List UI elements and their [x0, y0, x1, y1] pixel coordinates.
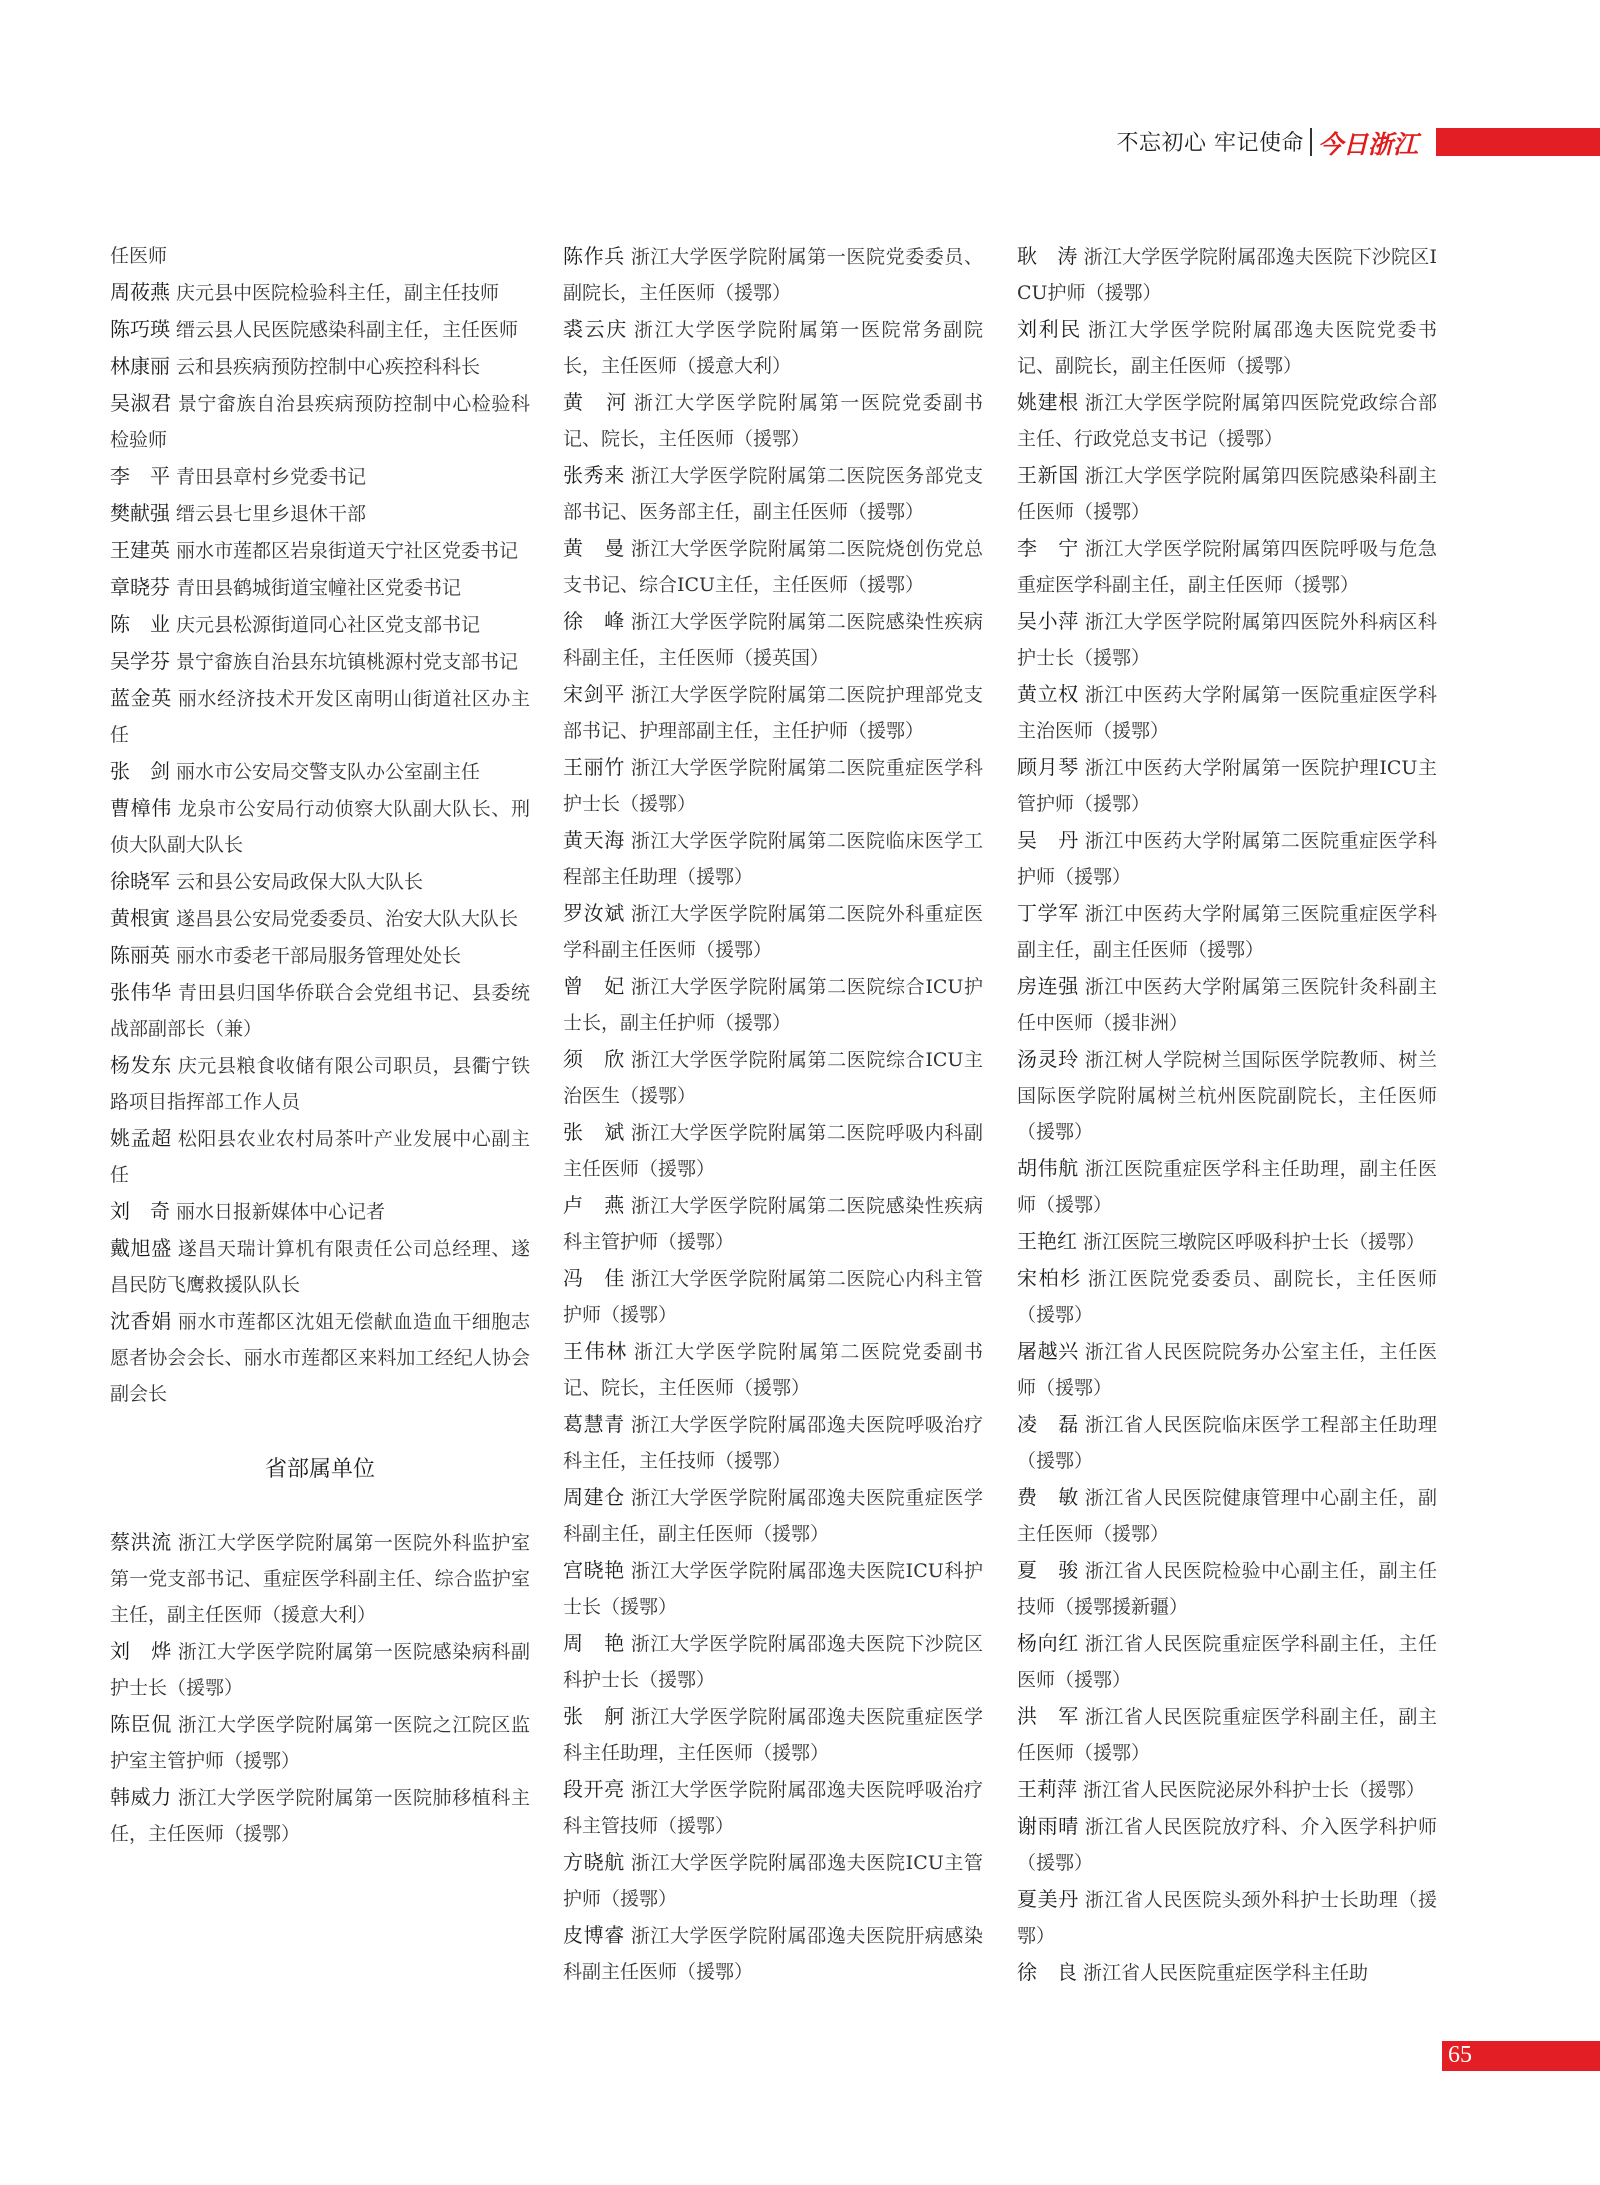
person-name: 姚建根: [1017, 390, 1079, 414]
person-title: 青田县章村乡党委书记: [176, 466, 367, 488]
person-title: 浙江大学医学院附属第四医院呼吸与危急重症医学科副主任，副主任医师（援鄂）: [1017, 538, 1438, 596]
person-name: 周莜燕: [110, 280, 170, 304]
list-item: [110, 385, 530, 458]
person-name: 夏 骏: [1017, 1558, 1079, 1582]
person-name: 陈丽英: [110, 943, 170, 967]
person-title: 丽水市公安局交警支队办公室副主任: [176, 761, 481, 783]
person-title: 浙江省人民医院重症医学科副主任，副主任医师（援鄂）: [1017, 1706, 1438, 1764]
person-title: 浙江大学医学院附属第二医院重症医学科护士长（援鄂）: [563, 757, 984, 815]
person-title: 浙江医院三墩院区呼吸科护士长（援鄂）: [1083, 1231, 1426, 1253]
person-name: 胡伟航: [1017, 1156, 1079, 1180]
person-title: 浙江医院重症医学科主任助理，副主任医师（援鄂）: [1017, 1158, 1438, 1216]
person-name: 卢 燕: [563, 1193, 625, 1217]
person-title: 浙江大学医学院附属邵逸夫医院ICU主管护师（援鄂）: [563, 1852, 983, 1910]
person-title: 景宁畲族自治县东坑镇桃源村党支部书记: [176, 651, 519, 673]
person-title: 浙江大学医学院附属第二医院烧创伤党总支书记、综合ICU主任，主任医师（援鄂）: [563, 538, 984, 596]
list-item: [110, 1633, 530, 1706]
section-entries: [110, 1524, 530, 1852]
person-title: 浙江省人民医院健康管理中心副主任，副主任医师（援鄂）: [1017, 1487, 1438, 1545]
list-item: [1017, 676, 1437, 749]
person-name: 宋柏杉: [1017, 1266, 1082, 1290]
person-name: 顾月琴: [1017, 755, 1079, 779]
person-title: 浙江大学医学院附属第二医院党委副书记、院长，主任医师（援鄂）: [563, 1341, 983, 1399]
person-title: 龙泉市公安局行动侦察大队副大队长、刑侦大队副大队长: [110, 798, 531, 856]
person-title: 浙江大学医学院附属第二医院外科重症医学科副主任医师（援鄂）: [563, 903, 984, 961]
list-item: [110, 569, 530, 606]
list-item: [563, 1552, 983, 1625]
column-3-entries: [1017, 238, 1437, 1991]
person-title: 浙江大学医学院附属第一医院党委委员、副院长，主任医师（援鄂）: [563, 246, 984, 304]
list-item: [1017, 603, 1437, 676]
list-item: [1017, 1808, 1437, 1881]
list-item: [563, 1333, 983, 1406]
person-name: 沈香娟: [110, 1309, 172, 1333]
list-item: [110, 495, 530, 532]
person-name: 洪 军: [1017, 1704, 1079, 1728]
list-item: [1017, 1625, 1437, 1698]
person-title: 缙云县七里乡退休干部: [176, 503, 367, 525]
person-title: 浙江中医药大学附属第一医院重症医学科主治医师（援鄂）: [1017, 684, 1438, 742]
person-title: 浙江中医药大学附属第三医院重症医学科副主任，副主任医师（援鄂）: [1017, 903, 1438, 961]
person-title: 浙江大学医学院附属第二医院护理部党支部书记、护理部副主任，主任护师（援鄂）: [563, 684, 984, 742]
person-name: 章晓芬: [110, 575, 170, 599]
header-logo: 今日浙江: [1318, 130, 1419, 159]
person-title: 浙江大学医学院附属第二医院临床医学工程部主任助理（援鄂）: [563, 830, 984, 888]
person-title: 浙江大学医学院附属邵逸夫医院下沙院区ICU护师（援鄂）: [1017, 246, 1437, 304]
list-item: [110, 643, 530, 680]
person-name: 周 艳: [563, 1631, 625, 1655]
list-item: [1017, 1333, 1437, 1406]
list-item: [1017, 968, 1437, 1041]
person-name: 李 平: [110, 464, 170, 488]
list-item: [110, 458, 530, 495]
person-name: 王莉萍: [1017, 1777, 1077, 1801]
list-item: [563, 1041, 983, 1114]
list-item: [110, 1524, 530, 1633]
person-title: 浙江医院党委委员、副院长，主任医师（援鄂）: [1017, 1268, 1437, 1326]
list-item: [1017, 1150, 1437, 1223]
list-item: [563, 1771, 983, 1844]
list-item: [563, 457, 983, 530]
person-name: 樊献强: [110, 501, 170, 525]
list-item: [563, 1406, 983, 1479]
list-item: [563, 1479, 983, 1552]
person-name: 杨发东: [110, 1053, 172, 1077]
list-item: [1017, 1771, 1437, 1808]
list-item: [1017, 749, 1437, 822]
person-title: 浙江大学医学院附属第一医院党委副书记、院长，主任医师（援鄂）: [563, 392, 983, 450]
list-item: [563, 1187, 983, 1260]
person-title: 浙江大学医学院附属第一医院常务副院长，主任医师（援意大利）: [563, 319, 983, 377]
column-2: [563, 238, 983, 1990]
person-name: 陈臣侃: [110, 1712, 172, 1736]
person-title: 浙江大学医学院附属第二医院呼吸内科副主任医师（援鄂）: [563, 1122, 984, 1180]
person-name: 夏美丹: [1017, 1887, 1079, 1911]
person-name: 吴 丹: [1017, 828, 1079, 852]
list-item: [110, 790, 530, 863]
list-item: [563, 895, 983, 968]
person-name: 徐晓军: [110, 869, 170, 893]
person-name: 张 斌: [563, 1120, 625, 1144]
person-name: 黄天海: [563, 828, 625, 852]
list-item: [1017, 311, 1437, 384]
person-title: 浙江大学医学院附属邵逸夫医院ICU科护士长（援鄂）: [563, 1560, 983, 1618]
list-item: [110, 863, 530, 900]
list-item: [563, 1114, 983, 1187]
person-name: 黄 曼: [563, 536, 625, 560]
person-title: 浙江树人学院树兰国际医学院教师、树兰国际医学院附属树兰杭州医院副院长，主任医师（援鄂）: [1017, 1049, 1438, 1143]
person-name: 宋剑平: [563, 682, 625, 706]
list-item: [563, 968, 983, 1041]
list-item: [1017, 1552, 1437, 1625]
person-name: 刘 奇: [110, 1199, 170, 1223]
person-title: 丽水市莲都区岩泉街道天宁社区党委书记: [176, 540, 519, 562]
person-title: 浙江中医药大学附属第二医院重症医学科护师（援鄂）: [1017, 830, 1438, 888]
person-name: 吴淑君: [110, 391, 172, 415]
person-name: 裘云庆: [563, 317, 628, 341]
person-name: 李 宁: [1017, 536, 1079, 560]
person-name: 冯 佳: [563, 1266, 625, 1290]
column-2-entries: [563, 238, 983, 1990]
list-item: [563, 384, 983, 457]
list-item: [1017, 1223, 1437, 1260]
person-title: 浙江大学医学院附属第一医院之江院区监护室主管护师（援鄂）: [110, 1714, 531, 1772]
list-item: [1017, 895, 1437, 968]
person-name: 费 敏: [1017, 1485, 1079, 1509]
list-item: [110, 606, 530, 643]
person-title: 青田县鹤城街道宝幢社区党委书记: [176, 577, 462, 599]
person-title: 浙江大学医学院附属第二医院医务部党支部书记、医务部主任，副主任医师（援鄂）: [563, 465, 984, 523]
list-item: [110, 937, 530, 974]
list-item: [1017, 1260, 1437, 1333]
person-title: 浙江大学医学院附属邵逸夫医院党委书记、副院长，副主任医师（援鄂）: [1017, 319, 1437, 377]
person-title: 浙江省人民医院泌尿外科护士长（援鄂）: [1083, 1779, 1426, 1801]
person-name: 周建仓: [563, 1485, 625, 1509]
header-red-band: [1436, 128, 1600, 156]
person-title: 缙云县人民医院感染科副主任，主任医师: [176, 319, 519, 341]
list-item: [110, 532, 530, 569]
list-item: [563, 311, 983, 384]
person-title: 浙江中医药大学附属第一医院护理ICU主管护师（援鄂）: [1017, 757, 1437, 815]
person-title: 丽水日报新媒体中心记者: [176, 1201, 386, 1223]
person-title: 浙江大学医学院附属第二医院综合ICU主治医生（援鄂）: [563, 1049, 983, 1107]
person-title: 浙江大学医学院附属第二医院感染性疾病科主管护师（援鄂）: [563, 1195, 984, 1253]
list-item: [110, 680, 530, 753]
person-title: 浙江中医药大学附属第三医院针灸科副主任中医师（援非洲）: [1017, 976, 1438, 1034]
person-title: 浙江大学医学院附属第一医院外科监护室第一党支部书记、重症医学科副主任、综合监护室主任，副主任医师（援意大利）: [110, 1532, 531, 1626]
person-title: 丽水经济技术开发区南明山街道社区办主任: [110, 688, 531, 746]
person-name: 戴旭盛: [110, 1236, 172, 1260]
person-name: 徐 良: [1017, 1960, 1077, 1984]
person-title: 任医师: [110, 245, 168, 267]
person-name: 黄立权: [1017, 682, 1079, 706]
list-item: [1017, 1479, 1437, 1552]
person-name: 姚孟超: [110, 1126, 172, 1150]
list-item: [563, 1698, 983, 1771]
list-item: [1017, 457, 1437, 530]
person-title: 浙江省人民医院院务办公室主任，主任医师（援鄂）: [1017, 1341, 1438, 1399]
person-title: 浙江大学医学院附属第四医院外科病区科护士长（援鄂）: [1017, 611, 1438, 669]
person-title: 浙江省人民医院检验中心副主任，副主任技师（援鄂援新疆）: [1017, 1560, 1438, 1618]
list-item: [1017, 1406, 1437, 1479]
person-title: 遂昌天瑞计算机有限责任公司总经理、遂昌民防飞鹰救援队队长: [110, 1238, 531, 1296]
person-name: 耿 涛: [1017, 244, 1078, 268]
person-name: 韩威力: [110, 1785, 172, 1809]
column-1: [110, 238, 530, 1852]
person-name: 汤灵玲: [1017, 1047, 1079, 1071]
person-title: 浙江大学医学院附属邵逸夫医院重症医学科主任助理，主任医师（援鄂）: [563, 1706, 984, 1764]
person-title: 松阳县农业农村局茶叶产业发展中心副主任: [110, 1128, 531, 1186]
person-name: 林康丽: [110, 354, 170, 378]
person-name: 黄根寅: [110, 906, 170, 930]
person-name: 王艳红: [1017, 1229, 1077, 1253]
person-title: 浙江省人民医院重症医学科副主任，主任医师（援鄂）: [1017, 1633, 1438, 1691]
person-name: 葛慧青: [563, 1412, 625, 1436]
list-item: [110, 348, 530, 385]
person-name: 杨向红: [1017, 1631, 1079, 1655]
list-item: [110, 1047, 530, 1120]
person-name: 徐 峰: [563, 609, 625, 633]
person-name: 陈巧瑛: [110, 317, 170, 341]
list-item: [110, 1706, 530, 1779]
header-slogan: 不忘初心 牢记使命: [1116, 131, 1304, 156]
person-name: 皮博睿: [563, 1923, 625, 1947]
person-title: 庆元县粮食收储有限公司职员，县衢宁铁路项目指挥部工作人员: [110, 1055, 531, 1113]
page-header: [0, 128, 1600, 158]
person-title: 云和县公安局政保大队大队长: [176, 871, 424, 893]
person-name: 张 剑: [110, 759, 170, 783]
person-name: 凌 磊: [1017, 1412, 1079, 1436]
person-name: 方晓航: [563, 1850, 625, 1874]
person-title: 浙江省人民医院放疗科、介入医学科护师（援鄂）: [1017, 1816, 1438, 1874]
list-item: [1017, 530, 1437, 603]
person-name: 谢雨晴: [1017, 1814, 1079, 1838]
person-title: 浙江大学医学院附属第二医院综合ICU护士长，副主任护师（援鄂）: [563, 976, 983, 1034]
person-title: 浙江大学医学院附属邵逸夫医院肝病感染科副主任医师（援鄂）: [563, 1925, 984, 1983]
list-item: [1017, 822, 1437, 895]
list-item: [110, 274, 530, 311]
list-item: [563, 1844, 983, 1917]
list-item: [563, 603, 983, 676]
section-title: 省部属单位: [264, 1457, 375, 1482]
person-title: 浙江大学医学院附属第二医院感染性疾病科副主任，主任医师（援英国）: [563, 611, 984, 669]
person-name: 房连强: [1017, 974, 1079, 998]
person-title: 遂昌县公安局党委委员、治安大队大队长: [176, 908, 519, 930]
list-item: [110, 1230, 530, 1303]
person-title: 浙江大学医学院附属第四医院感染科副主任医师（援鄂）: [1017, 465, 1438, 523]
person-title: 景宁畲族自治县疾病预防控制中心检验科检验师: [110, 393, 531, 451]
person-name: 吴学芬: [110, 649, 170, 673]
person-name: 宫晓艳: [563, 1558, 625, 1582]
person-title: 浙江大学医学院附属第一医院肺移植科主任，主任医师（援鄂）: [110, 1787, 531, 1845]
person-name: 刘 烨: [110, 1639, 172, 1663]
person-title: 浙江大学医学院附属第一医院感染病科副护士长（援鄂）: [110, 1641, 531, 1699]
list-item: [1017, 1698, 1437, 1771]
person-name: 张秀来: [563, 463, 625, 487]
column-3: [1017, 238, 1437, 1991]
person-name: 王伟林: [563, 1339, 628, 1363]
list-item: [1017, 238, 1437, 311]
person-title: 庆元县松源街道同心社区党支部书记: [176, 614, 481, 636]
list-item: [563, 749, 983, 822]
list-item: [1017, 1041, 1437, 1150]
list-item: [563, 530, 983, 603]
list-item: [110, 311, 530, 348]
list-item: [563, 676, 983, 749]
person-name: 曾 妃: [563, 974, 625, 998]
list-item: [1017, 1954, 1437, 1991]
person-name: 王丽竹: [563, 755, 625, 779]
list-item: [563, 1260, 983, 1333]
list-item: [110, 238, 530, 274]
person-name: 须 欣: [563, 1047, 625, 1071]
person-name: 蓝金英: [110, 686, 172, 710]
person-name: 张伟华: [110, 980, 172, 1004]
person-name: 屠越兴: [1017, 1339, 1079, 1363]
person-name: 刘利民: [1017, 317, 1082, 341]
person-name: 蔡洪流: [110, 1530, 172, 1554]
person-title: 浙江省人民医院头颈外科护士长助理（援鄂）: [1017, 1889, 1438, 1947]
person-name: 吴小萍: [1017, 609, 1079, 633]
person-name: 曹樟伟: [110, 796, 172, 820]
person-title: 丽水市莲都区沈姐无偿献血造血干细胞志愿者协会会长、丽水市莲都区来料加工经纪人协会副会长: [110, 1311, 531, 1405]
person-title: 浙江大学医学院附属第四医院党政综合部主任、行政党总支书记（援鄂）: [1017, 392, 1438, 450]
person-title: 庆元县中医院检验科主任，副主任技师: [176, 282, 500, 304]
page-number: 65: [1448, 2042, 1472, 2068]
person-name: 陈作兵: [563, 244, 625, 268]
list-item: [1017, 384, 1437, 457]
list-item: [110, 1303, 530, 1412]
person-title: 浙江大学医学院附属邵逸夫医院呼吸治疗科主任，主任技师（援鄂）: [563, 1414, 984, 1472]
person-title: 浙江省人民医院重症医学科主任助: [1083, 1962, 1369, 1984]
person-title: 浙江大学医学院附属第二医院心内科主管护师（援鄂）: [563, 1268, 984, 1326]
list-item: [563, 1917, 983, 1990]
list-item: [110, 1193, 530, 1230]
column-1-entries: [110, 238, 530, 1412]
person-name: 陈 业: [110, 612, 170, 636]
person-title: 浙江大学医学院附属邵逸夫医院呼吸治疗科主管技师（援鄂）: [563, 1779, 984, 1837]
list-item: [110, 974, 530, 1047]
person-name: 段开亮: [563, 1777, 625, 1801]
person-name: 王建英: [110, 538, 170, 562]
list-item: [110, 900, 530, 937]
person-title: 丽水市委老干部局服务管理处处长: [176, 945, 462, 967]
person-name: 罗汝斌: [563, 901, 625, 925]
person-name: 黄 河: [563, 390, 628, 414]
person-title: 浙江大学医学院附属邵逸夫医院重症医学科副主任，副主任医师（援鄂）: [563, 1487, 984, 1545]
person-title: 青田县归国华侨联合会党组书记、县委统战部副部长（兼）: [110, 982, 531, 1040]
person-name: 丁学军: [1017, 901, 1079, 925]
person-name: 王新国: [1017, 463, 1079, 487]
list-item: [110, 1779, 530, 1852]
list-item: [563, 1625, 983, 1698]
header-divider: [1310, 128, 1312, 156]
list-item: [110, 1120, 530, 1193]
person-name: 张 舸: [563, 1704, 625, 1728]
person-title: 云和县疾病预防控制中心疾控科科长: [176, 356, 481, 378]
person-title: 浙江大学医学院附属邵逸夫医院下沙院区科护士长（援鄂）: [563, 1633, 984, 1691]
list-item: [563, 238, 983, 311]
list-item: [1017, 1881, 1437, 1954]
list-item: [110, 753, 530, 790]
person-title: 浙江省人民医院临床医学工程部主任助理（援鄂）: [1017, 1414, 1438, 1472]
list-item: [563, 822, 983, 895]
